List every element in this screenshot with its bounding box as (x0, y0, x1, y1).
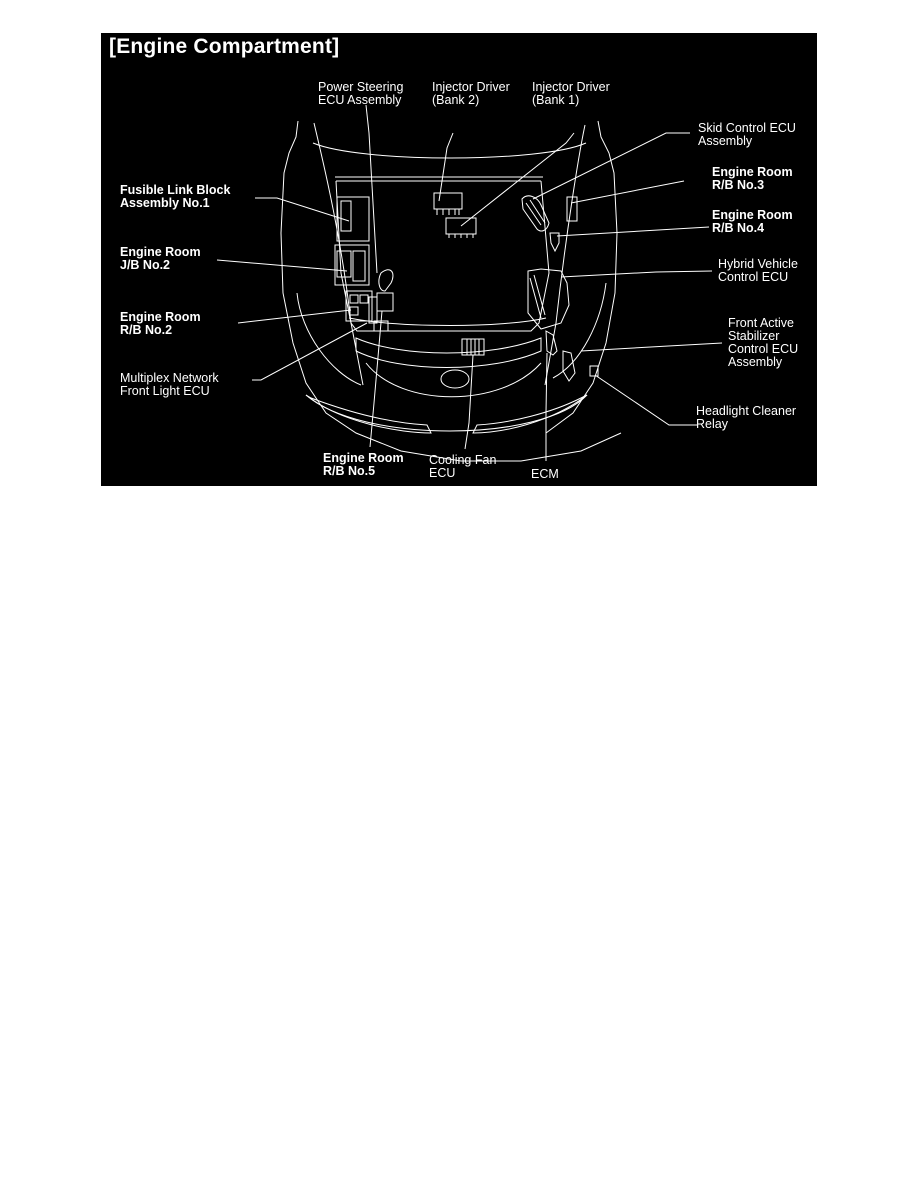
label-engine-room-jb2 (120, 246, 201, 272)
label-line: Engine Room (323, 451, 404, 465)
ecm-icon (546, 331, 557, 355)
label-line: Injector Driver (532, 80, 610, 94)
label-line: Fusible Link Block (120, 183, 231, 197)
label-engine-room-rb2 (120, 311, 201, 337)
label-line: Assembly (728, 355, 783, 369)
label-cooling-fan-ecu (429, 454, 496, 480)
label-skid-control-ecu (698, 122, 796, 148)
leader-lines (217, 105, 722, 461)
label-front-active-stabilizer-ecu (728, 317, 798, 369)
label-line: Power Steering (318, 80, 404, 94)
label-injector-driver-bank2 (432, 81, 510, 107)
hood-outline-icon (335, 177, 543, 181)
label-line: Stabilizer (728, 329, 780, 343)
label-line: Engine Room (120, 310, 201, 324)
label-line: Control ECU (728, 342, 799, 356)
label-engine-room-rb3 (712, 166, 793, 192)
emblem-icon (441, 370, 469, 388)
label-line: Assembly No.1 (120, 196, 210, 210)
label-line: ECU Assembly (318, 93, 402, 107)
injector-driver-bank2-icon (434, 193, 462, 209)
engine-room-rb5-icon (377, 293, 393, 311)
label-line: ECM (531, 467, 559, 481)
label-line: Hybrid Vehicle (718, 257, 798, 271)
label-line: Skid Control ECU (698, 121, 796, 135)
label-line: ECU (429, 466, 456, 480)
label-line: R/B No.4 (712, 221, 765, 235)
label-injector-driver-bank1 (532, 81, 610, 107)
label-line: Front Light ECU (120, 384, 210, 398)
multiplex-network-ecu-icon (369, 297, 377, 323)
grille-outline-icon (356, 338, 541, 368)
label-line: (Bank 1) (532, 93, 580, 107)
diagram-panel (101, 33, 817, 486)
label-line: Engine Room (712, 165, 793, 179)
label-line: Front Active (728, 316, 794, 330)
diagram-title: [Engine Compartment] (109, 35, 340, 58)
label-line: Control ECU (718, 270, 789, 284)
power-steering-ecu-icon (379, 270, 393, 291)
label-ecm (531, 468, 559, 481)
label-engine-room-rb5 (323, 452, 404, 478)
label-line: Multiplex Network (120, 371, 219, 385)
label-line: J/B No.2 (120, 258, 171, 272)
label-line: Injector Driver (432, 80, 510, 94)
label-line: Engine Room (712, 208, 793, 222)
label-engine-room-rb4 (712, 209, 793, 235)
label-line: R/B No.2 (120, 323, 173, 337)
label-line: R/B No.3 (712, 178, 765, 192)
label-line: R/B No.5 (323, 464, 376, 478)
label-line: (Bank 2) (432, 93, 480, 107)
car-body-right-outline-icon (546, 121, 617, 433)
label-line: Cooling Fan (429, 453, 497, 467)
label-headlight-cleaner-relay (696, 405, 796, 431)
label-multiplex-network-ecu (120, 372, 219, 398)
label-line: Relay (696, 417, 728, 431)
windshield-line-icon (313, 143, 586, 158)
car-body-left-outline-icon (281, 121, 621, 461)
label-line: Assembly (698, 134, 753, 148)
label-line: Engine Room (120, 245, 201, 259)
label-line: Headlight Cleaner (696, 404, 797, 418)
label-fusible-link-block (120, 184, 230, 210)
label-hybrid-vehicle-control-ecu (718, 258, 798, 284)
label-power-steering-ecu (318, 81, 403, 107)
